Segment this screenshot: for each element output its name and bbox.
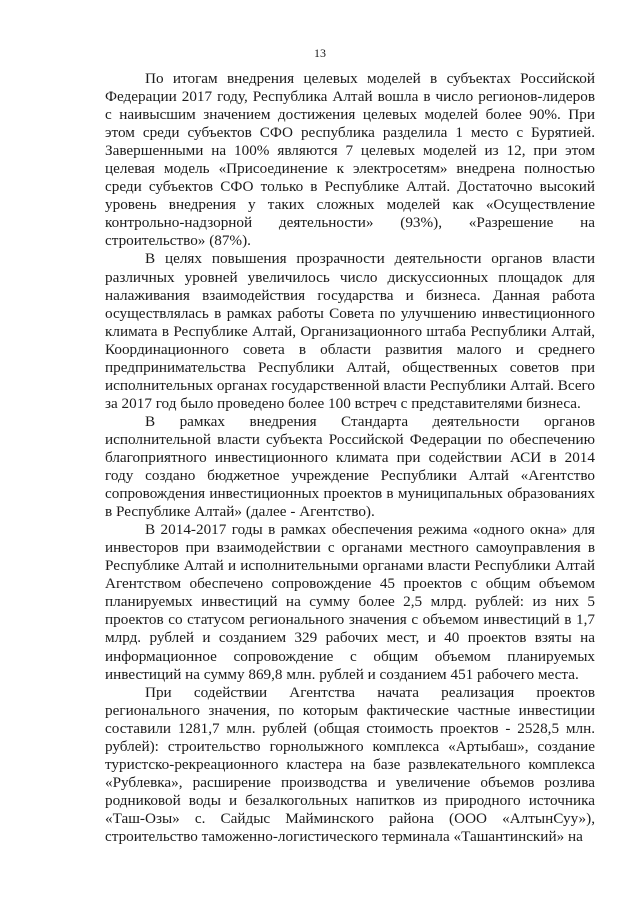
paragraph-regional-projects: При содействии Агентства начата реализация проектов регионального значения, по которым фактические частные инвестиции составили 1281,7 млн. рублей (общая стоимость проектов - 2528,5 млн. рублей): строительство горнолыжного комплекса «Артыбаш», создание туристско-рекреационного кластера на базе развлекательного комплекса «Рублевка», расширение производства и увеличение объемов розлива родниковой воды и безалкогольных напитков из природного источника «Таш-Озы» с. Сайдыс Майминского района (ООО «АлтынСуу»), строительство таможенно-логистического терминала «Ташантинский» на (105, 683, 595, 845)
paragraph-investment-standard: В рамках внедрения Стандарта деятельности органов исполнительной власти субъекта Российской Федерации по обеспечению благоприятного инвестиционного климата при содействии АСИ в 2014 году создано бюджетное учреждение Республики Алтай «Агентство сопровождения инвестиционных проектов в муниципальных образованиях в Республике Алтай» (далее - Агентство). (105, 412, 595, 521)
paragraph-one-window: В 2014-2017 годы в рамках обеспечения режима «одного окна» для инвесторов при взаимодействии с органами местного самоуправления в Республике Алтай и исполнительными органами власти Республики Алтай Агентством обеспечено сопровождение 45 проектов с общим объемом планируемых инвестиций на сумму более 2,5 млрд. рублей: из них 5 проектов со статусом регионального значения с объемом инвестиций в 1,7 млрд. рублей и созданием 329 рабочих мест, и 40 проектов взяты на информационное сопровождение с общим объемом планируемых инвестиций на сумму 869,8 млн. рублей и созданием 451 рабочего места. (105, 521, 595, 683)
page-body (105, 70, 595, 846)
page-number: 13 (314, 46, 326, 60)
paragraph-target-models: По итогам внедрения целевых моделей в субъектах Российской Федерации 2017 году, Республика Алтай вошла в число регионов-лидеров с наивысшим значением достижения целевых моделей более 90%. При этом среди субъектов СФО республика разделила 1 место с Бурятией. Завершенными на 100% являются 7 целевых моделей из 12, при этом целевая модель «Присоединение к электросетям» внедрена полностью среди субъектов СФО только в Республике Алтай. Достаточно высокий уровень внедрения у таких сложных моделей как «Осуществление контрольно-надзорной деятельности» (93%), «Разрешение на строительство» (87%). (105, 70, 595, 250)
paragraph-transparency: В целях повышения прозрачности деятельности органов власти различных уровней увеличилось число дискуссионных площадок для налаживания взаимодействия государства и бизнеса. Данная работа осуществлялась в рамках работы Совета по улучшению инвестиционного климата в Республике Алтай, Организационного штаба Республики Алтай, Координационного совета в области развития малого и среднего предпринимательства Республики Алтай, общественных советов при исполнительных органах государственной власти Республики Алтай. Всего за 2017 год было проведено более 100 встреч с представителями бизнеса. (105, 250, 595, 412)
